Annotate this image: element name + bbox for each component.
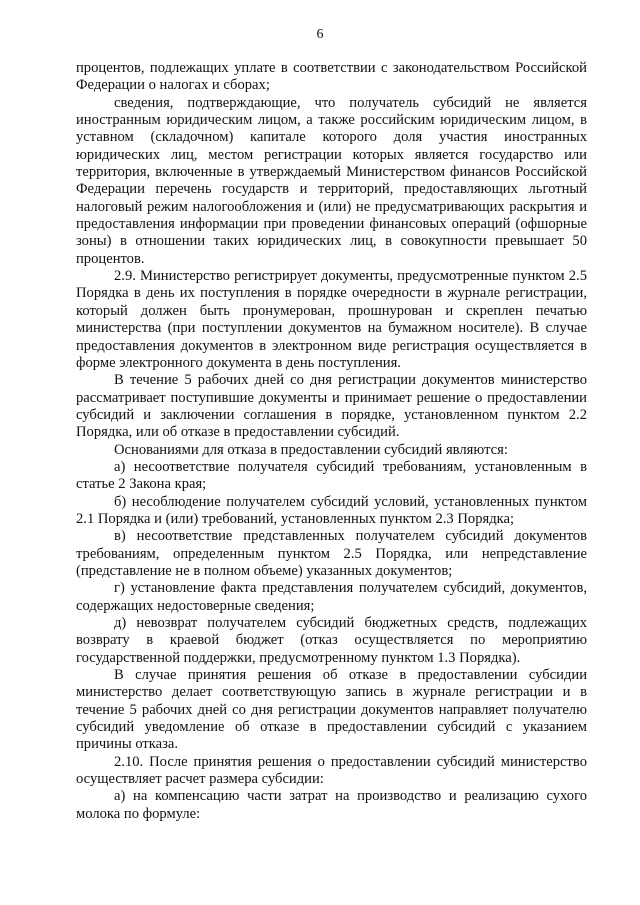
paragraph: д) невозврат получателем субсидий бюджетных средств, подлежащих возврату в краевой бюджет (отказ осуществляется по мероприятию государственной поддержки, предусмотренному пунктом 1.3 Порядка). bbox=[76, 615, 587, 666]
paragraph: В течение 5 рабочих дней со дня регистрации документов министерство рассматривает поступившие документы и принимает решение о предоставлении субсидий и заключении соглашения в порядке, установленном пунктом 2.2 Порядка, или об отказе в предоставлении субсидий. bbox=[76, 372, 587, 441]
paragraph: процентов, подлежащих уплате в соответствии с законодательством Российской Федерации о налогах и сборах; bbox=[76, 60, 587, 94]
paragraph: б) несоблюдение получателем субсидий условий, установленных пунктом 2.1 Порядка и (или) требований, установленных пунктом 2.3 Порядка; bbox=[76, 493, 587, 527]
paragraph: а) на компенсацию части затрат на производство и реализацию сухого молока по формуле: bbox=[76, 788, 587, 822]
paragraph: г) установление факта представления получателем субсидий, документов, содержащих недостоверные сведения; bbox=[76, 580, 587, 614]
document-body bbox=[76, 60, 587, 823]
paragraph: сведения, подтверждающие, что получатель субсидий не является иностранным юридическим лицом, а также российским юридическим лицом, в уставном (складочном) капитале которого доля участия иностранных юридических лиц, местом регистрации которых является государство или территория, включенные в утверждаемый Министерством финансов Российской Федерации перечень государств и территорий, предоставляющих льготный налоговый режим налогообложения и (или) не предусматривающих раскрытия и предоставления информации при проведении финансовых операций (офшорные зоны) в отношении таких юридических лиц, в совокупности превышает 50 процентов. bbox=[76, 94, 587, 267]
page-number: 6 bbox=[316, 27, 324, 42]
paragraph: в) несоответствие представленных получателем субсидий документов требованиям, определенным пунктом 2.5 Порядка, или непредставление (представление не в полном объеме) указанных документов; bbox=[76, 528, 587, 579]
paragraph: В случае принятия решения об отказе в предоставлении субсидии министерство делает соответствующую запись в журнале регистрации и в течение 5 рабочих дней со дня регистрации документов направляет получателю субсидий уведомление об отказе в предоставлении субсидий с указанием причины отказа. bbox=[76, 667, 587, 753]
paragraph: 2.10. После принятия решения о предоставлении субсидий министерство осуществляет расчет размера субсидии: bbox=[76, 753, 587, 788]
paragraph: Основаниями для отказа в предоставлении субсидий являются: bbox=[114, 441, 508, 458]
paragraph: 2.9. Министерство регистрирует документы, предусмотренные пунктом 2.5 Порядка в день их поступления в порядке очередности в журнале регистрации, который должен быть пронумерован, прошнурован и скреплен печатью министерства (при поступлении документов на бумажном носителе). В случае предоставления документов в электронном виде регистрация осуществляется в форме электронного документа в день поступления. bbox=[76, 268, 587, 371]
paragraph: а) несоответствие получателя субсидий требованиям, установленным в статье 2 Закона края; bbox=[76, 458, 587, 493]
